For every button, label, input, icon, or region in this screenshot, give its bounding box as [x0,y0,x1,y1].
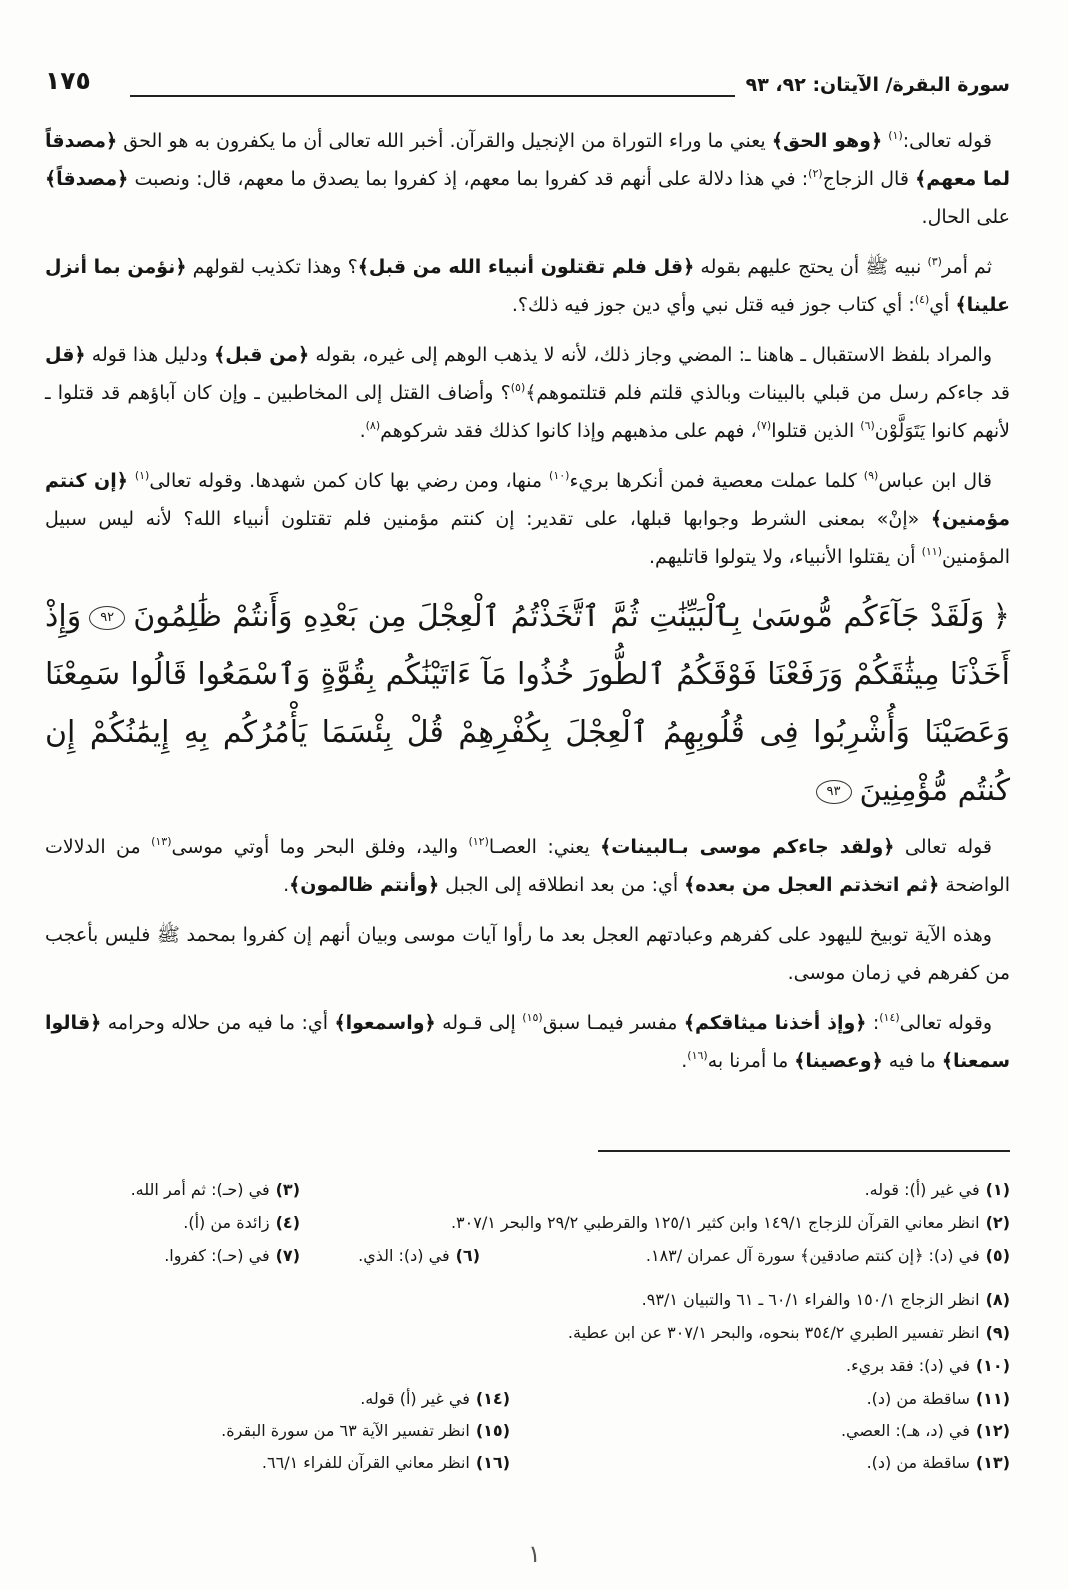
footnote-7 [164,1244,300,1268]
text-run: على الحال. [921,206,1010,228]
footnote-text: في غير (أ): قوله. [864,1180,980,1199]
footnote-ref: (٥) [510,381,526,394]
verse-text: وَإِذْ أَخَذْنَا مِيثَٰقَكُمْ وَرَفَعْنَا فَوْقَكُمُ ٱلطُّورَ خُذُوا مَآ ءَاتَيْنَٰكُم بِقُوَّةٍ وَٱسْمَعُوا قَالُوا سَمِعْنَا وَعَصَيْنَا وَأُشْرِبُوا فِى قُلُوبِهِمُ ٱلْعِجْلَ بِكُفْرِهِمْ قُلْ بِئْسَمَا يَأْمُرُكُم بِهِ إِيمَٰنُكُمْ إِن كُنتُم مُّؤْمِنِينَ [45,599,1010,808]
footnote-text: في (د): الذي. [358,1246,450,1265]
quran-quote: ﴿وأنتم ظالمون﴾ [289,874,440,896]
footnote-14 [360,1387,510,1411]
paragraph [45,828,1010,904]
footnote-number: (١٤) [475,1389,510,1408]
text-run: : أي كتاب جوز فيه قتل نبي وأي دين جوز فيه ذلك؟. [511,294,915,316]
footnote-separator [598,1150,1010,1152]
text-run: ، فهم على مذهبهم وإذا كانوا كذلك فقد شركوهم [380,420,757,442]
main-text [45,122,1010,1134]
footnote-ref: (١٥) [522,1011,543,1024]
footnotes [45,1178,1010,1478]
quran-quote: ﴿نؤمن بما أنزل علينا﴾ [45,256,1010,316]
page-mark: ١ [528,1540,541,1568]
text-run: يعني ما وراء التوراة من الإنجيل والقرآن. أخبر الله تعالى أن ما يكفرون به هو الحق [117,130,772,152]
footnote-number: (٢) [985,1213,1010,1232]
footnote-text: انظر معاني القرآن للفراء ٦٦/١. [261,1453,470,1472]
footnote-number: (١٦) [475,1453,510,1472]
text-run: وقوله تعالى [899,1012,992,1034]
text-run: قال الزجاج [822,168,916,190]
footnote-12 [841,1419,1010,1443]
page-number: ١٧٥ [45,66,91,95]
quran-quote: ﴿مصدقاً لما معهم﴾ [45,130,1010,190]
paragraph [45,122,1010,236]
paragraph [45,248,1010,324]
paragraph [45,336,1010,450]
footnote-number: (٤) [275,1213,300,1232]
text-run: قوله تعالى: [902,130,993,152]
footnote-3 [131,1178,300,1202]
quran-quote: ﴿مصدقاً﴾ [45,168,129,190]
text-run: الذين قتلوا [771,420,861,442]
footnote-text: في (د): ﴿إن كنتم صادقين﴾ سورة آل عمران /١٨٣. [645,1246,980,1265]
footnote-ref: (٧) [756,419,772,432]
footnote-2 [451,1211,1010,1235]
footnote-ref: (٦) [860,419,875,432]
text-run [128,470,135,492]
footnote-ref: (٢) [808,167,823,180]
text-run: أن يقتلوا الأنبياء، ولا يتولوا قاتليهم. [649,546,922,568]
footnote-text: في (حـ): ثم أمر الله. [130,1180,270,1199]
footnote-ref: (٨) [365,419,381,432]
footnote-11 [867,1387,1010,1411]
quran-quote: ﴿وإذ أخذنا ميثاقكم﴾ [683,1012,867,1034]
footnote-4 [183,1211,300,1235]
quran-verse-block [45,588,1010,820]
ayah-number-marker: ٩٣ [816,780,852,804]
text-run: ما أمرنا به [707,1050,795,1072]
text-run: قال ابن عباس [878,470,992,492]
text-run: قد جاءكم رسل من قبلي بالبينات وبالذي قلتم فلم قتلتموهم﴾ [525,382,1010,404]
text-run: كلما عملت معصية فمن أنكرها بريء [569,470,864,492]
footnote-ref: (١٠) [549,469,570,482]
quran-quote: ﴿إن كنتم مؤمنين﴾ [45,470,1010,530]
text-run: ودليل هذا قوله [85,344,215,366]
footnote-text: في (د، هـ): العصي. [840,1421,970,1440]
header-rule [130,95,735,97]
text-run: منها، ومن رضي بها كان كمن شهدها. وقوله تعالى [149,470,550,492]
footnote-ref: (١٤) [879,1011,900,1024]
footnote-number: (٦) [455,1246,480,1265]
text-run: ما فيه [882,1050,942,1072]
text-run: قوله تعالى [894,836,993,858]
text-run: من الدلالات الواضحة [45,836,1010,896]
quran-quote: ﴿ولقد جاءكم موسى بـالبينات﴾ [600,836,895,858]
footnote-5 [646,1244,1010,1268]
footnote-text: انظر تفسير الآية ٦٣ من سورة البقرة. [221,1421,470,1440]
text-run: . [283,874,290,896]
footnote-text: انظر معاني القرآن للزجاج ١٤٩/١ وابن كثير ١٢٥/١ والقرطبي ٢٩/٢ والبحر ٣٠٧/١. [450,1213,980,1232]
footnote-text: ساقطة من (د). [866,1453,970,1472]
text-run: واليد، وفلق البحر وما أوتي موسى [171,836,469,858]
text-run: . [359,420,366,442]
quran-quote: ﴿ثم اتخذتم العجل من بعده﴾ [684,874,940,896]
text-run: ؟ وهذا تكذيب لقولهم [186,256,358,278]
footnote-13 [867,1451,1010,1475]
footnote-8 [642,1288,1010,1312]
verse-text: وَلَقَدْ جَآءَكُم مُّوسَىٰ بِٱلْبَيِّنَٰتِ ثُمَّ ٱتَّخَذْتُمُ ٱلْعِجْلَ مِن بَعْدِهِ وَأَنتُمْ ظَٰلِمُونَ [133,599,985,634]
footnote-number: (٥) [985,1246,1010,1265]
text-run: . [681,1050,688,1072]
verse-opening-ornament: ﴿ [992,599,1010,634]
quran-quote: ﴿قل فلم تقتلون أنبياء الله من قبل﴾ [357,256,695,278]
footnote-ref: (٩) [863,469,879,482]
footnote-number: (١١) [975,1389,1010,1408]
quran-quote: ﴿قالوا سمعنا﴾ [45,1012,1010,1072]
footnote-ref: (١) [888,129,903,142]
footnote-6 [358,1244,480,1268]
quran-quote: ﴿وهو الحق﴾ [771,130,883,152]
footnote-1 [865,1178,1010,1202]
text-run: ؟ وأضاف القتل إلى المخاطبين ـ وإن كان آباؤهم قد قتلوا ـ لأنهم كانوا يَتَوَلَّوْن [45,382,1010,442]
footnote-text: زائدة من (أ). [183,1213,270,1232]
footnote-text: انظر تفسير الطبري ٣٥٤/٢ بنحوه، والبحر ٣٠٧/١ عن ابن عطية. [567,1323,980,1342]
text-run: مفسر فيمـا سبق [542,1012,684,1034]
footnote-text: في غير (أ) قوله. [360,1389,470,1408]
text-run: يعني: العصـا [488,836,601,858]
footnote-number: (١٣) [975,1453,1010,1472]
quran-quote: ﴿من قبل﴾ [214,344,310,366]
footnote-number: (١٢) [975,1421,1010,1440]
footnote-16 [262,1451,510,1475]
footnote-ref: (١٢) [468,835,489,848]
footnote-number: (١) [985,1180,1010,1199]
paragraph [45,1004,1010,1080]
text-run: أي: من بعد انطلاقه إلى الجبل [439,874,685,896]
footnote-text: في (حـ): كفروا. [164,1246,270,1265]
footnote-text: في (د): فقد بريء. [846,1356,970,1375]
footnote-number: (٣) [275,1180,300,1199]
footnote-ref: (١١) [921,545,943,558]
text-run: : [866,1012,880,1034]
text-run: أي: ما فيه من حلاله وحرامه [101,1012,335,1034]
text-run: : في هذا دلالة على أنهم قد كفروا بما معهم، إذ كفروا بما يصدق ما معهم، قال: ونصبت [128,168,809,190]
footnote-9 [568,1321,1010,1345]
text-run: «إنْ» بمعنى الشرط وجوابها قبلها، على تقدير: إن كنتم مؤمنين فلم تقتلون أنبياء الله؟ لأنه ليس سبيل المؤمنين [45,508,1010,568]
footnote-ref: (١٦) [687,1049,708,1062]
commentary-before-verse [45,122,1010,576]
footnote-number: (٩) [985,1323,1010,1342]
quran-quote: ﴿قل [45,344,86,366]
footnote-text: ساقطة من (د). [866,1389,970,1408]
footnote-10 [846,1354,1010,1378]
text-run: ثم أمر [941,256,992,278]
footnote-number: (١٥) [475,1421,510,1440]
text-run: إلى قـوله [435,1012,523,1034]
paragraph [45,916,1010,992]
text-run: أي [929,294,956,316]
ayah-number-marker: ٩٢ [89,606,125,630]
footnote-15 [221,1419,510,1443]
paragraph [45,462,1010,576]
footnote-number: (٨) [985,1290,1010,1309]
quran-quote: ﴿واسمعوا﴾ [334,1012,436,1034]
quran-quote: ﴿وعصينا﴾ [794,1050,883,1072]
text-run: والمراد بلفظ الاستقبال ـ هاهنا ـ: المضي وجاز ذلك، لأنه لا يذهب الوهم إلى غيره، بقوله [309,344,992,366]
text-run: نبيه ﷺ أن يحتج عليهم بقوله [694,256,928,278]
footnote-number: (١٠) [975,1356,1010,1375]
footnote-number: (٧) [275,1246,300,1265]
footnote-text: انظر الزجاج ١٥٠/١ والفراء ٦٠/١ ـ ٦١ والتبيان ٩٣/١. [641,1290,980,1309]
running-header-title: سورة البقرة/ الآيتان: ٩٢، ٩٣ [745,74,1010,96]
footnote-ref: (٤) [914,293,930,306]
footnote-ref: (٣) [927,255,942,268]
text-run: وهذه الآية توبيخ لليهود على كفرهم وعبادتهم العجل بعد ما رأوا آيات موسى وبيان أنهم إن كفروا بمحمد ﷺ فليس بأعجب من كفرهم في زمان موسى. [45,924,1010,984]
commentary-after-verse [45,828,1010,1080]
page-content [45,122,1010,1478]
footnote-ref: (١٣) [151,835,172,848]
footnote-ref: (١) [134,469,150,482]
